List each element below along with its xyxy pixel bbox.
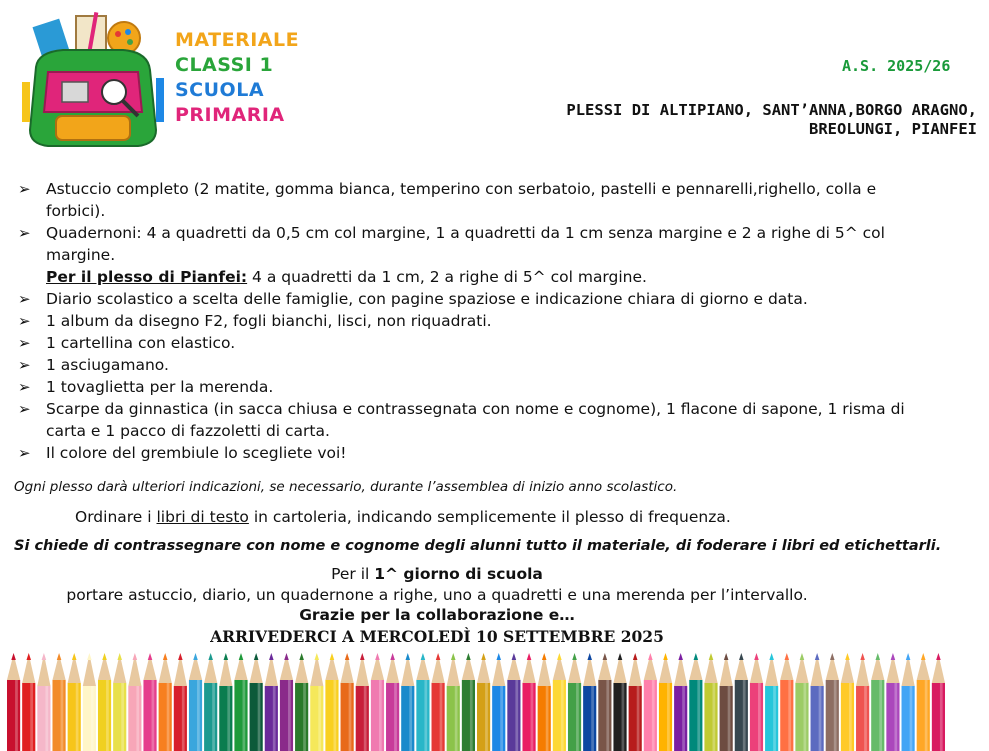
pencil-icon <box>371 653 384 751</box>
arrow-bullet-icon: ➢ <box>18 334 31 352</box>
pencil-icon <box>7 653 20 751</box>
pencil-icon <box>341 653 354 751</box>
first-day-bring: portare astuccio, diario, un quadernone a righe, uno a quadretti e una merenda per l’intervallo. <box>66 586 808 604</box>
pencil-icon <box>492 653 505 751</box>
arrow-bullet-icon: ➢ <box>18 290 31 308</box>
arrow-bullet-icon: ➢ <box>18 356 31 374</box>
pencil-icon <box>871 653 884 751</box>
pencil-icon <box>22 653 35 751</box>
pencil-icon <box>568 653 581 751</box>
pencil-icon <box>128 653 141 751</box>
pencil-icon <box>416 653 429 751</box>
pencil-icon <box>629 653 642 751</box>
pencil-icon <box>174 653 187 751</box>
pencil-icon <box>704 653 717 751</box>
list-item: ➢ Astuccio completo (2 matite, gomma bianca, temperino con serbatoio, pastelli e pennarelli,righello, colla e forbici). <box>18 180 877 220</box>
goodbye-line: ARRIVEDERCI A MERCOLEDÌ 10 SETTEMBRE 2025 <box>210 627 664 646</box>
arrow-bullet-icon: ➢ <box>18 180 31 198</box>
pencil-icon <box>811 653 824 751</box>
materials-list <box>18 178 918 464</box>
plessi-line-1: PLESSI DI ALTIPIANO, SANT’ANNA,BORGO ARAGNO, <box>566 101 977 119</box>
pencil-icon <box>113 653 126 751</box>
pencil-icon <box>598 653 611 751</box>
arrow-bullet-icon: ➢ <box>18 444 31 462</box>
pencil-icon <box>735 653 748 751</box>
list-item: ➢ 1 asciugamano. <box>18 356 169 374</box>
list-item: ➢ 1 cartellina con elastico. <box>18 334 236 352</box>
pencil-icon <box>386 653 399 751</box>
pencil-icon <box>83 653 96 751</box>
pencil-icon <box>841 653 854 751</box>
plessi-line-2: BREOLUNGI, PIANFEI <box>809 120 977 138</box>
pencil-icon <box>52 653 65 751</box>
title-line-materiale: MATERIALE <box>175 29 300 51</box>
pencil-icon <box>447 653 460 751</box>
pencil-icon <box>280 653 293 751</box>
backpack-logo <box>18 12 166 152</box>
pencil-icon <box>37 653 50 751</box>
title-block <box>175 28 299 128</box>
pencil-icon <box>856 653 869 751</box>
pencil-icon <box>204 653 217 751</box>
pencil-icon <box>189 653 202 751</box>
pencil-icon <box>932 653 945 751</box>
pianfei-label: Per il plesso di Pianfei <box>46 268 241 286</box>
pencil-icon <box>902 653 915 751</box>
pianfei-note: Per il plesso di Pianfei: 4 a quadretti da 1 cm, 2 a righe di 5^ col margine. <box>46 268 647 286</box>
pencil-icon <box>538 653 551 751</box>
list-item: ➢ Quadernoni: 4 a quadretti da 0,5 cm col margine, 1 a quadretti da 1 cm senza margine e 2 a righe di 5^ col margine. <box>18 224 885 264</box>
assembly-note: Ogni plesso darà ulteriori indicazioni, se necessario, durante l’assemblea di inizio anno scolastico. <box>14 479 678 495</box>
pencil-icon <box>522 653 535 751</box>
pencil-icon <box>917 653 930 751</box>
pencil-icon <box>401 653 414 751</box>
pencil-icon <box>68 653 81 751</box>
arrow-bullet-icon: ➢ <box>18 312 31 330</box>
pencil-icon <box>325 653 338 751</box>
title-line-classi: CLASSI 1 <box>175 54 274 76</box>
thanks-line: Grazie per la collaborazione e… <box>299 606 575 624</box>
arrow-bullet-icon: ➢ <box>18 378 31 396</box>
list-item: ➢ Scarpe da ginnastica (in sacca chiusa e contrassegnata con nome e cognome), 1 flacone di sapone, 1 risma di carta e 1 pacco di fazzoletti di carta. <box>18 400 905 440</box>
school-year: A.S. 2025/26 <box>842 57 951 75</box>
pencil-icon <box>98 653 111 751</box>
pencil-icon <box>886 653 899 751</box>
pencil-icon <box>689 653 702 751</box>
pencil-icon <box>143 653 156 751</box>
pencil-icon <box>432 653 445 751</box>
arrow-bullet-icon: ➢ <box>18 224 31 242</box>
pencil-icon <box>219 653 232 751</box>
pencil-icon <box>720 653 733 751</box>
pencil-icon <box>765 653 778 751</box>
pencil-icon <box>750 653 763 751</box>
pencil-icon <box>826 653 839 751</box>
labeling-request: Si chiede di contrassegnare con nome e cognome degli alunni tutto il materiale, di foderare i libri ed etichettarli. <box>14 538 942 554</box>
pencil-icon <box>295 653 308 751</box>
pencil-icon <box>659 653 672 751</box>
list-item: ➢ Il colore del grembiule lo scegliete voi! <box>18 444 347 462</box>
pencil-icon <box>795 653 808 751</box>
list-item: ➢ Diario scolastico a scelta delle famiglie, con pagine spaziose e indicazione chiara di giorno e data. <box>18 290 808 308</box>
pencil-icon <box>159 653 172 751</box>
pencil-icon <box>507 653 520 751</box>
pencil-icon <box>613 653 626 751</box>
arrow-bullet-icon: ➢ <box>18 400 31 418</box>
title-line-primaria: PRIMARIA <box>175 104 285 126</box>
pencil-icon <box>644 653 657 751</box>
pencil-icon <box>583 653 596 751</box>
list-item: ➢ 1 album da disegno F2, fogli bianchi, lisci, non riquadrati. <box>18 312 492 330</box>
first-day-heading: Per il 1^ giorno di scuola <box>331 565 543 583</box>
pencil-icon <box>234 653 247 751</box>
order-books-line: Ordinare i libri di testo in cartoleria, indicando semplicemente il plesso di frequenza. <box>75 508 731 526</box>
list-item: ➢ 1 tovaglietta per la merenda. <box>18 378 274 396</box>
pencil-icon <box>310 653 323 751</box>
pencil-icon <box>250 653 263 751</box>
pencil-icon <box>265 653 278 751</box>
pencil-icon <box>477 653 490 751</box>
textbooks-link: libri di testo <box>156 508 249 526</box>
plessi-heading <box>566 101 977 139</box>
backpack-icon <box>18 12 166 152</box>
title-line-scuola: SCUOLA <box>175 79 265 101</box>
pencil-icon <box>674 653 687 751</box>
pencil-icon <box>356 653 369 751</box>
pencil-icon <box>553 653 566 751</box>
pencil-icon <box>462 653 475 751</box>
colored-pencils-banner <box>6 650 946 751</box>
pencil-icon <box>780 653 793 751</box>
